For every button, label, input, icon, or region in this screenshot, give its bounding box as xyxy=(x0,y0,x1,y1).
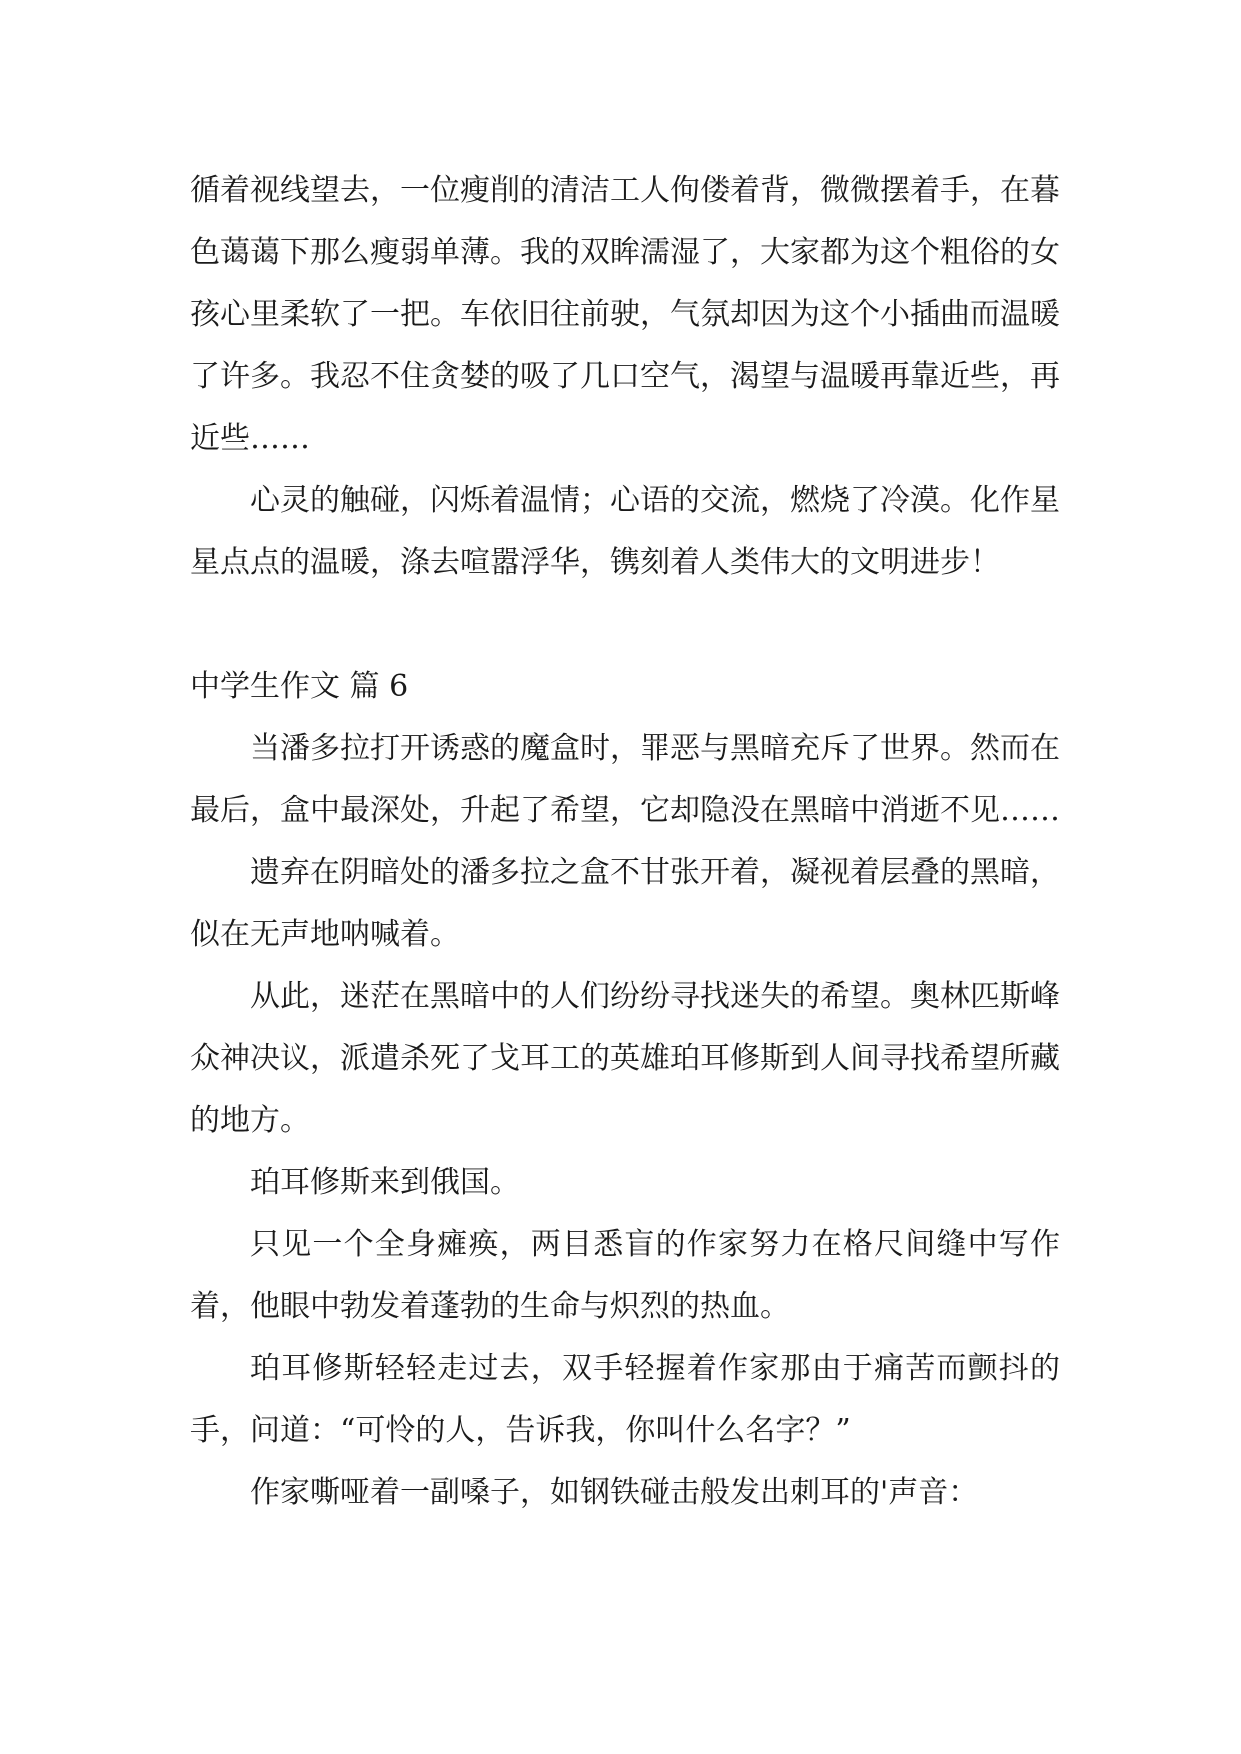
paragraph: 当潘多拉打开诱惑的魔盒时，罪恶与黑暗充斥了世界。然而在最后，盒中最深处，升起了希望，它却隐没在黑暗中消逝不见…… xyxy=(190,731,1060,828)
essay-title: 中学生作文 篇 6 xyxy=(190,669,409,704)
paragraph-continued: 循着视线望去，一位瘦削的清洁工人佝偻着背，微微摆着手，在暮色蔼蔼下那么瘦弱单薄。我的双眸濡湿了，大家都为这个粗俗的女孩心里柔软了一把。车依旧往前驶，气氛却因为这个小插曲而温暖了许多。我忍不住贪婪的吸了几口空气，渴望与温暖再靠近些，再近些…… xyxy=(190,173,1060,456)
paragraph: 从此，迷茫在黑暗中的人们纷纷寻找迷失的希望。奥林匹斯峰众神决议，派遣杀死了戈耳工的英雄珀耳修斯到人间寻找希望所藏的地方。 xyxy=(190,979,1060,1138)
paragraph: 心灵的触碰，闪烁着温情；心语的交流，燃烧了冷漠。化作星星点点的温暖，涤去喧嚣浮华，镌刻着人类伟大的文明进步！ xyxy=(190,483,1060,580)
document-body xyxy=(190,160,1060,1524)
paragraph: 作家嘶哑着一副嗓子，如钢铁碰击般发出刺耳的'声音： xyxy=(250,1475,979,1510)
paragraph: 只见一个全身瘫痪，两目悉盲的作家努力在格尺间缝中写作着，他眼中勃发着蓬勃的生命与炽烈的热血。 xyxy=(190,1227,1060,1324)
paragraph: 珀耳修斯来到俄国。 xyxy=(250,1165,520,1200)
paragraph: 珀耳修斯轻轻走过去，双手轻握着作家那由于痛苦而颤抖的手，问道：“可怜的人，告诉我，你叫什么名字？” xyxy=(190,1351,1060,1448)
paragraph: 遗弃在阴暗处的潘多拉之盒不甘张开着，凝视着层叠的黑暗，似在无声地呐喊着。 xyxy=(190,855,1060,952)
